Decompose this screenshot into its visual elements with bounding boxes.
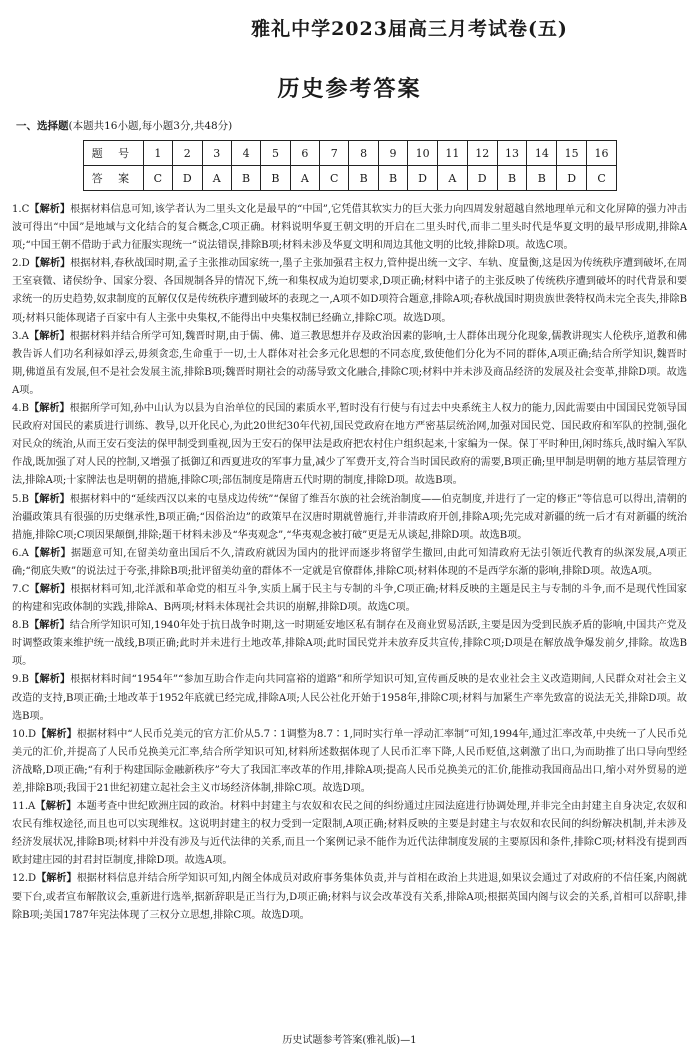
analysis-tag: 【解析】	[29, 583, 71, 595]
section-rule: (本题共16小题,每小题3分,共48分)	[68, 120, 233, 132]
question-number: 4	[231, 141, 260, 166]
answer-cell: B	[261, 166, 290, 191]
answer-cell: D	[408, 166, 438, 191]
item-number: 8.B	[12, 620, 30, 632]
question-number: 1	[143, 141, 172, 166]
section-prefix: 一、选择题	[16, 120, 69, 132]
question-number: 16	[587, 141, 617, 166]
exam-title: 雅礼中学2023届高三月考试卷(五)	[251, 18, 568, 40]
question-number: 2	[173, 141, 202, 166]
item-number: 6.A	[12, 547, 29, 559]
answer-cell: D	[557, 166, 587, 191]
item-text: 据题意可知,在留美幼童出国后不久,清政府就因为国内的批评而逐步将留学生撤回,由此可知清政府无法引领近代教育的纵深发展,A项正确;“彻底失败”的说法过于夸张,排除B项;批评留美幼童的群体不一定就是官僚群体,排除C项;材料体现的不是西学东渐的影响,排除D项。故选A项。	[12, 547, 688, 577]
item-text: 根据材料,春秋战国时期,孟子主张推动国家统一,墨子主张加强君主权力,管仲提出统一文字、车轨、度量衡,这是因为传统秩序遭到破坏,在周王室衰微、诸侯纷争、国家分裂、各国规制各异的情况下,统一和集权成为迫切要求,D项正确;材料中诸子的主张反映了传统秩序遭到破坏的时代背景和要求统一的历史趋势,奴隶制度的瓦解仅仅是传统秩序遭到破坏的表现之一,A项不如D项符合题意,排除A项;春秋战国时期贵族世袭特权尚未完全丧失,排除B项;材料只能体现诸子百家中有人主张中央集权,不能得出中央集权制已经确立,排除C项。故选D项。	[12, 258, 688, 324]
question-number: 7	[320, 141, 349, 166]
item-number: 7.C	[12, 583, 30, 595]
answer-cell: C	[143, 166, 172, 191]
question-number: 6	[290, 141, 319, 166]
answer-cell: D	[173, 166, 202, 191]
analysis-tag: 【解析】	[29, 204, 71, 215]
analysis-tag: 【解析】	[35, 801, 77, 813]
section-title	[16, 118, 232, 133]
answer-cell: B	[497, 166, 527, 191]
answer-cell: B	[231, 166, 260, 191]
explanation-item	[12, 400, 687, 490]
item-number: 3.A	[12, 330, 29, 342]
question-number: 15	[557, 141, 587, 166]
item-text: 根据材料时间“1954年”“参加互助合作走向共同富裕的道路”和所学知识可知,宣传画反映的是农业社会主义改造期间,人民群众对社会主义改造的支持,B项正确;土地改革于1952年底就已经完成,排除A项;人民公社化开始于1958年,排除C项;材料与加紧生产率先致富的说法无关,排除D项。故选B项。	[12, 674, 688, 722]
answer-cell: A	[202, 166, 231, 191]
answer-cell: D	[467, 166, 497, 191]
explanation-item	[12, 870, 687, 924]
explanation-item	[12, 798, 687, 870]
explanation-list	[12, 201, 687, 925]
analysis-tag: 【解析】	[29, 493, 70, 505]
answer-cell: B	[378, 166, 407, 191]
item-text: 根据所学可知,孙中山认为以县为自治单位的民国的素质水平,暂时没有行使与有过去中央系统主人权力的能力,因此需要由中国国民党领导国民政府对国民的素质进行训练、教导,以开化民心,为此20世纪30年代初,国民党政府在地方严密基层统治网,加强对国民党、国民政府和军队的控制,强化对民众的统治,从而王安石变法的保甲制受到重视,因为王安石的保甲法是政府把农村住户组织起来,十家编为一保。保丁平时种田,闲时练兵,战时编入军队作战,既加强了对人民的控制,又增强了抵御辽和西夏进攻的军事力量,减少了军费开支,符合当时国民政府的需要,B项正确;里甲制是明朝的地方基层管理方法,排除A项;十家牌法也是明朝的措施,排除C项;部伍制度是隋唐五代时期的制度,排除D项。故选B项。	[12, 403, 688, 487]
question-number: 9	[378, 141, 407, 166]
answer-cell: C	[587, 166, 617, 191]
explanation-item	[12, 255, 687, 327]
question-number: 13	[497, 141, 527, 166]
explanation-item	[12, 328, 687, 400]
item-number: 9.B	[12, 674, 30, 686]
analysis-tag: 【解析】	[28, 547, 72, 559]
answer-cell: A	[290, 166, 319, 191]
explanation-item	[12, 545, 687, 581]
question-number: 8	[349, 141, 378, 166]
item-text: 本题考查中世纪欧洲庄园的政治。材料中封建主与农奴和农民之间的纠纷通过庄园法庭进行协调处理,并非完全由封建主自身决定,农奴和农民有维权途径,而且也可以实现维权。这说明封建主的权力受到一定限制,A项正确;材料反映的主要是封建主与农奴和农民间的纠纷解决机制,并未涉及经济发展状况,排除B项;材料中并没有涉及与近代法律的关系,而且一个案例记录不能作为近代法律制度发展的主要原因和条件,排除C项;材料没有提到西欧封建庄园的封君封臣制度,排除D项。故选A项。	[12, 801, 687, 867]
question-number: 5	[261, 141, 290, 166]
item-number: 4.B	[12, 403, 30, 415]
analysis-tag: 【解析】	[28, 330, 70, 342]
explanation-item	[12, 201, 687, 255]
answer-label: 答 案	[84, 166, 144, 191]
answer-cell: B	[349, 166, 378, 191]
question-number-label: 题 号	[84, 141, 144, 166]
analysis-tag: 【解析】	[29, 674, 71, 686]
item-text: 根据材料中的“延续西汉以来的屯垦戍边传统”“保留了维吾尔族的社会统治制度——伯克制度,并进行了一定的修正”等信息可以得出,清朝的治疆政策具有很强的历史继承性,B项正确;“因俗治边”的政策早在汉唐时期就曾施行,并非清政府开创,排除A项;先完成对新疆的统一后才有对新疆的统治措施,排除C项;C项因果颠倒,排除;题干材料未涉及“华夷观念”,“华夷观念被打破”更是无从谈起,排除D项。故选B项。	[12, 493, 687, 541]
analysis-tag: 【解析】	[36, 728, 77, 740]
answer-table	[83, 140, 617, 191]
item-text: 根据材料可知,北洋派和革命党的相互斗争,实质上属于民主与专制的斗争,C项正确;材料反映的主题是民主与专制的斗争,而不是现代性国家的构建和宪政体制的实践,排除A、B两项;材料未体现社会共识的崩解,排除D项。故选C项。	[12, 583, 687, 614]
answer-cell: C	[320, 166, 349, 191]
analysis-tag: 【解析】	[29, 258, 71, 270]
answer-cell: A	[437, 166, 467, 191]
explanation-item	[12, 617, 687, 671]
explanation-item	[12, 671, 687, 725]
explanation-item	[12, 491, 687, 545]
answer-row	[84, 166, 617, 191]
item-text: 根据材料信息并结合所学知识可知,内阁全体成员对政府事务集体负责,并与首相在政治上共进退,如果议会通过了对政府的不信任案,内阁就要下台,或者宣布解散议会,重新进行选举,据新辞职是正当行为,D项正确;材料与议会改革没有关系,排除A项;根据英国内阁与议会的关系,首相可以辞职,排除B项;美国1787年宪法体现了三权分立思想,排除C项。故选D项。	[12, 873, 687, 921]
analysis-tag: 【解析】	[29, 403, 70, 415]
item-number: 10.D	[12, 728, 37, 740]
item-number: 12.D	[12, 873, 37, 885]
question-number: 12	[467, 141, 497, 166]
question-number: 3	[202, 141, 231, 166]
explanation-item	[12, 581, 687, 617]
analysis-tag: 【解析】	[36, 873, 77, 885]
explanation-item	[12, 726, 687, 798]
page-footer: 历史试题参考答案(雅礼版)—1	[282, 1035, 417, 1046]
item-text: 根据材料中“人民币兑美元的官方汇价从5.7∶1调整为8.7∶1,同时实行单一浮动汇率制”可知,1994年,通过汇率改革,中央统一了人民币兑美元的汇价,并提高了人民币兑换美元汇率,结合所学知识可知,材料所述数据体现了人民币汇率下降,人民币贬值,这刺激了出口,为而助推了出口导向型经济战略,D项正确;“有利于构建国际金融新秩序”夸大了我国汇率改革的作用,排除A项;提高人民币兑换美元的汇价,能推动我国商品出口,缩小对外贸易的逆差,排除B项;我国于21世纪初建立起社会主义市场经济体制,排除C项。故选D项。	[12, 728, 688, 794]
question-number: 10	[408, 141, 438, 166]
question-number-row	[84, 141, 617, 166]
page-title: 历史参考答案	[277, 76, 422, 102]
analysis-tag: 【解析】	[29, 620, 70, 632]
question-number: 11	[437, 141, 467, 166]
item-text: 结合所学知识可知,1940年处于抗日战争时期,这一时期延安地区私有制存在及商业贸易活跃,主要是因为受到民族矛盾的影响,中国共产党及时调整政策来维护统一战线,B项正确;此时并未进行土地改革,排除A项;此时国民党并未放弃反共宣传,排除C项;D项是在解放战争爆发前夕,排除。故选B项。	[12, 620, 688, 668]
question-number: 14	[527, 141, 557, 166]
answer-cell: B	[527, 166, 557, 191]
item-number: 1.C	[12, 204, 30, 215]
item-text: 根据材料信息可知,该学者认为二里头文化是最早的“中国”,它凭借其软实力的巨大张力向四周发射超越自然地理单元和文化屏障的强力冲击波可得出“中国”是地域与文化结合的复合概念,C项正确。材料说明华夏王朝文明的开启在二里头时代,而非二里头时代是华夏文明的最早形成期,排除A项;“中国王朝不借助于武力征服实现统一”说法错误,排除B项;材料未涉及华夏文明和周边其他文明的比较,排除D项。故选C项。	[12, 204, 688, 252]
item-number: 5.B	[12, 493, 30, 505]
item-text: 根据材料并结合所学可知,魏晋时期,由于儒、佛、道三教思想并存及政治因素的影响,士人群体出现分化现象,儒教讲现实人伦秩序,道教和佛教告诉人们功名利禄如浮云,毋须贪恋,生命重于一切,士人群体对社会多元化思想的不同态度,致使他们分化为不同的群体,A项正确;结合所学知识,魏晋时期,佛道虽有发展,但不是社会发展主流,排除B项;魏晋时期社会的动荡导致文化融合,排除C项;材料中并未涉及商品经济的发展及社会变革,排除D项。故选A项。	[12, 330, 687, 396]
item-number: 2.D	[12, 258, 30, 270]
item-number: 11.A	[12, 801, 36, 813]
